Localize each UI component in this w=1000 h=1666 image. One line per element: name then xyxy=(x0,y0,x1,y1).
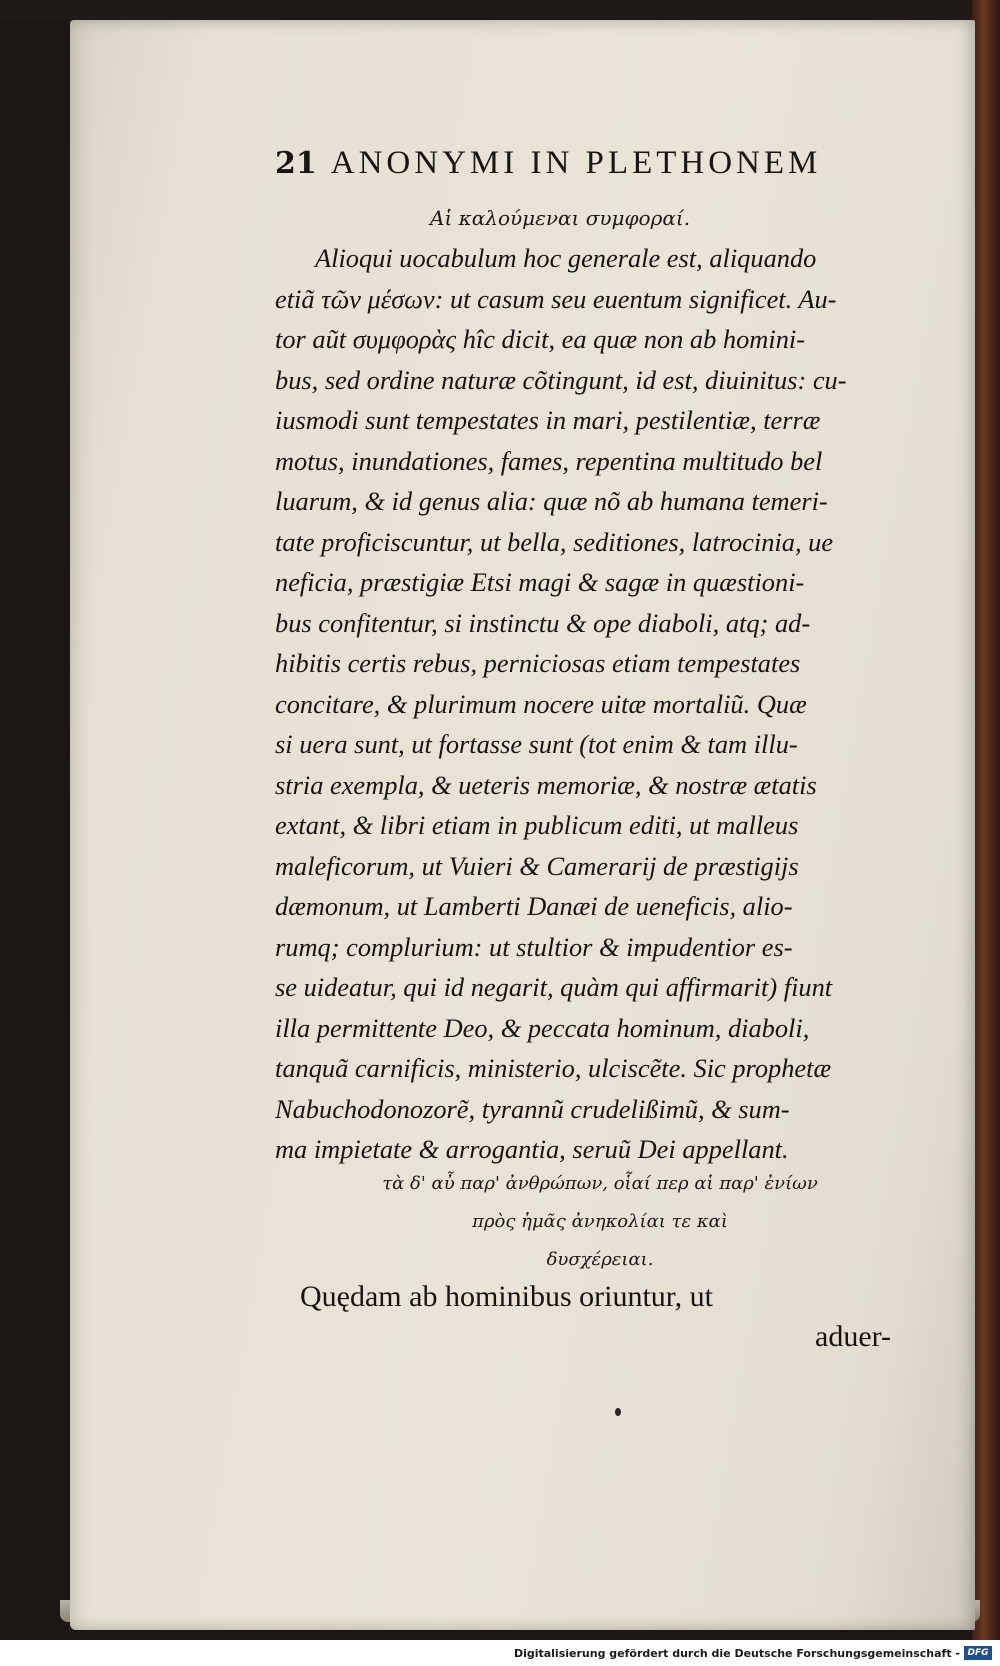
running-header xyxy=(275,145,915,182)
digitization-footer xyxy=(0,1640,1000,1666)
body-line: motus, inundationes, fames, repentina multitudo bel xyxy=(275,445,823,476)
latin-translation xyxy=(300,1275,870,1319)
body-line: dæmonum, ut Lamberti Danæi de ueneficis, alio- xyxy=(275,891,793,921)
body-line: rumq; complurium: ut stultior & impudentior es- xyxy=(275,931,793,962)
body-line: luarum, & id genus alia: quæ nõ ab humana temeri- xyxy=(275,486,828,516)
body-line: tanquã carnificis, ministerio, ulciscẽte. Sic prophetæ xyxy=(275,1053,832,1083)
body-text xyxy=(275,238,910,1170)
greek-quote xyxy=(290,1165,910,1279)
footer-credit: Digitalisierung gefördert durch die Deutsche Forschungsgemeinschaft - xyxy=(513,1646,960,1660)
body-line: iusmodi sunt tempestates in mari, pestilentiæ, terræ xyxy=(275,405,821,435)
body-line: hibitis certis rebus, perniciosas etiam tempestates xyxy=(275,648,801,678)
latin-translation-line: Quędam ab hominibus oriuntur, ut xyxy=(300,1280,713,1313)
catchword: aduer- xyxy=(815,1320,892,1353)
body-line: extant, & libri etiam in publicum editi, ut malleus xyxy=(275,810,799,840)
body-line: stria exempla, & ueteris memoriæ, & nostræ ætatis xyxy=(275,769,817,800)
body-line: Nabuchodonozorẽ, tyrannũ crudelißimũ, & sum- xyxy=(275,1093,790,1124)
body-line: bus confitentur, si instinctu & ope diaboli, atq; ad- xyxy=(275,607,811,638)
book-board-top xyxy=(0,0,1000,22)
body-line: se uideatur, qui id negarit, quàm qui affirmarit) fiunt xyxy=(275,972,833,1002)
page-number: 21 xyxy=(275,146,317,181)
dfg-logo-icon: DFG xyxy=(964,1646,992,1660)
ink-dot xyxy=(615,1408,621,1416)
body-line: etiã τῶν μέσων: ut casum seu euentum significet. Au- xyxy=(275,283,837,314)
greek-quote-line: πρὸς ἡμᾶς ἀνηκολίαι τε καὶ xyxy=(472,1211,728,1232)
running-title: ANONYMI IN PLETHONEM xyxy=(330,145,822,181)
body-line: Alioqui uocabulum hoc generale est, aliquando xyxy=(315,243,817,273)
body-line: ma impietate & arrogantia, seruũ Dei appellant. xyxy=(275,1134,789,1164)
body-line: maleficorum, ut Vuieri & Camerarij de præstigijs xyxy=(275,850,799,881)
greek-quote-line: τὰ δ' αὖ παρ' ἀνθρώπων, οἷαί περ αἱ παρ' ἐνίων xyxy=(382,1173,818,1194)
body-line: tate proficiscuntur, ut bella, seditiones, latrocinia, ue xyxy=(275,526,834,557)
body-line: illa permittente Deo, & peccata hominum, diaboli, xyxy=(275,1012,810,1043)
body-line: concitare, & plurimum nocere uitæ mortaliũ. Quæ xyxy=(275,688,807,719)
body-line: si uera sunt, ut fortasse sunt (tot enim & tam illu- xyxy=(275,729,798,759)
body-line: neficia, præstigiæ Etsi magi & sagæ in quæstioni- xyxy=(275,567,805,597)
book-binding-edge xyxy=(972,0,1000,1640)
body-line: bus, sed ordine naturæ cõtingunt, id est, diuinitus: cu- xyxy=(275,364,847,395)
body-line: tor aũt συμφορὰς hîc dicit, ea quæ non ab homini- xyxy=(275,324,806,354)
greek-quote-line: δυσχέρειαι. xyxy=(546,1249,654,1270)
greek-heading: Αἱ καλούμεναι συμφοραί. xyxy=(430,206,691,230)
